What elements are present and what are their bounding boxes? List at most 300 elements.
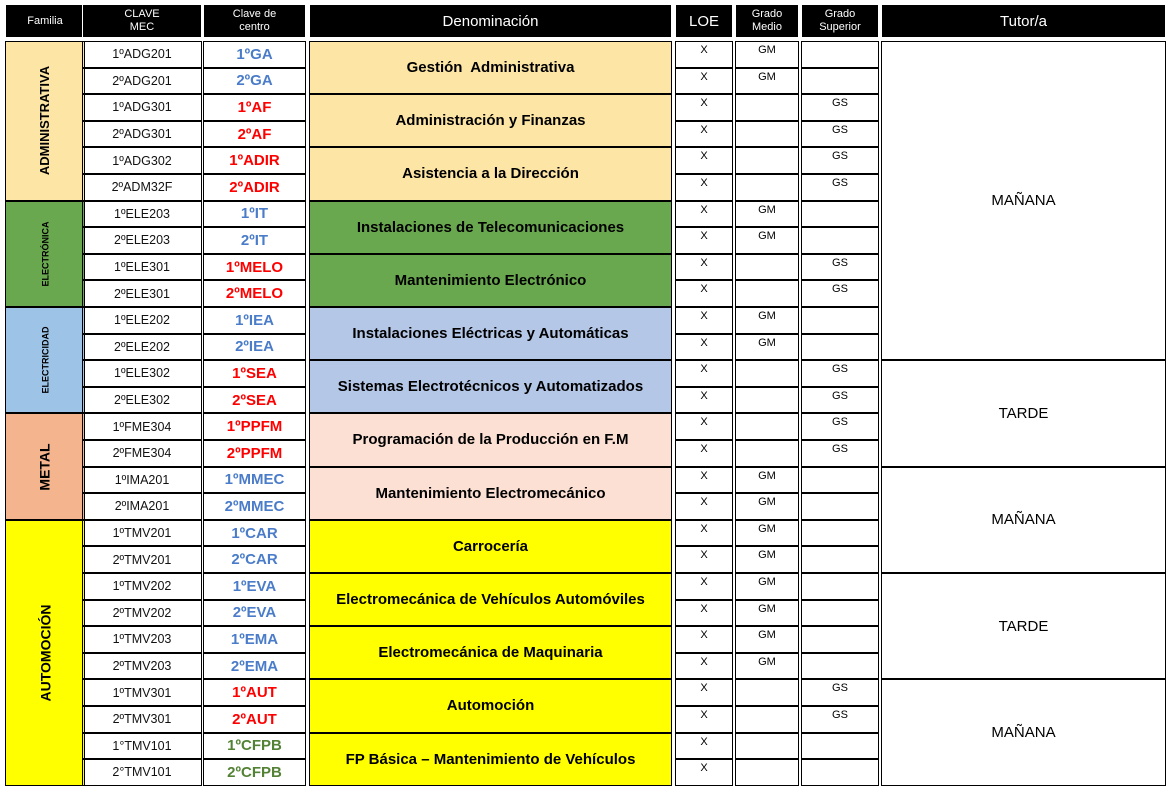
loe-cell-text: X xyxy=(700,230,708,243)
grado-superior-cell xyxy=(801,121,879,148)
loe-cell-text: X xyxy=(700,336,708,349)
family-label: AUTOMOCIÓN xyxy=(37,604,53,702)
grado-superior-cell-text: GS xyxy=(832,97,848,110)
clave-mec-cell xyxy=(82,227,202,254)
clave-centro-cell xyxy=(203,759,306,786)
grado-medio-cell xyxy=(735,147,799,174)
loe-cell-text: X xyxy=(700,389,708,402)
clave-mec-cell-text: 2ºIMA201 xyxy=(114,499,170,514)
family-cell xyxy=(5,413,85,519)
loe-cell xyxy=(675,174,733,201)
clave-centro-cell xyxy=(203,360,306,387)
clave-mec-cell xyxy=(82,360,202,387)
clave-centro-cell xyxy=(203,626,306,653)
clave-mec-cell xyxy=(82,546,202,573)
loe-cell xyxy=(675,546,733,573)
loe-cell xyxy=(675,360,733,387)
clave-centro-cell-text: 2ºIT xyxy=(240,231,269,249)
loe-cell xyxy=(675,254,733,281)
grado-superior-cell-text: GS xyxy=(832,150,848,163)
clave-mec-cell xyxy=(82,733,202,760)
loe-cell-text: X xyxy=(700,44,708,56)
grado-medio-cell-text: GM xyxy=(758,496,776,509)
clave-mec-cell xyxy=(82,307,202,334)
grado-medio-cell xyxy=(735,626,799,653)
clave-centro-cell xyxy=(203,387,306,414)
clave-mec-cell-text: 1ºTMV301 xyxy=(112,685,172,700)
denominacion-label: Programación de la Producción en F.M xyxy=(352,431,629,449)
grado-medio-cell xyxy=(735,387,799,414)
clave-mec-cell xyxy=(82,653,202,680)
grado-superior-cell xyxy=(801,201,879,228)
grado-medio-cell xyxy=(735,334,799,361)
header-clave-mec xyxy=(82,4,202,38)
grado-superior-cell xyxy=(801,546,879,573)
clave-centro-cell xyxy=(203,679,306,706)
grado-medio-cell-text: GM xyxy=(758,576,776,588)
tutor-label: MAÑANA xyxy=(991,724,1056,742)
grado-superior-cell xyxy=(801,387,879,414)
family-label: ELECTRÓNICA xyxy=(40,221,50,287)
loe-cell-text: X xyxy=(700,123,708,136)
clave-centro-cell xyxy=(203,334,306,361)
denominacion-cell xyxy=(309,573,672,626)
denominacion-cell xyxy=(309,360,672,413)
grado-medio-cell-text: GM xyxy=(758,44,776,56)
clave-mec-cell-text: 2ºADG301 xyxy=(112,127,172,142)
clave-centro-cell-text: 2ºADIR xyxy=(229,178,280,196)
clave-mec-cell xyxy=(82,201,202,228)
grado-superior-cell xyxy=(801,733,879,760)
clave-mec-cell-text: 2ºADG201 xyxy=(112,73,172,88)
denominacion-cell xyxy=(309,307,672,360)
clave-mec-cell xyxy=(82,706,202,733)
grado-superior-cell xyxy=(801,467,879,494)
clave-centro-cell xyxy=(203,546,306,573)
loe-cell xyxy=(675,227,733,254)
loe-cell-text: X xyxy=(700,310,708,322)
denominacion-cell xyxy=(309,520,672,573)
clave-centro-cell-text: 1ºIEA xyxy=(235,311,274,329)
clave-mec-cell xyxy=(82,413,202,440)
grado-medio-cell-text: GM xyxy=(758,310,776,322)
denominacion-cell xyxy=(309,147,672,200)
grado-medio-cell xyxy=(735,280,799,307)
grado-medio-cell xyxy=(735,706,799,733)
clave-mec-cell-text: 1ºFME304 xyxy=(112,419,172,434)
grado-superior-cell xyxy=(801,706,879,733)
grado-medio-cell-text: GM xyxy=(758,230,776,243)
grado-medio-cell xyxy=(735,94,799,121)
clave-centro-cell-text: 1ºEMA xyxy=(230,630,279,648)
grado-medio-cell xyxy=(735,413,799,440)
grado-superior-cell xyxy=(801,653,879,680)
clave-centro-cell-text: 1ºCAR xyxy=(231,524,278,542)
denominacion-label: Administración y Finanzas xyxy=(395,112,586,130)
denominacion-label: Instalaciones Eléctricas y Automáticas xyxy=(352,325,629,343)
grado-superior-cell xyxy=(801,600,879,627)
clave-mec-cell xyxy=(82,387,202,414)
grado-superior-cell-text: GS xyxy=(832,177,848,189)
header-loe-label: LOE xyxy=(688,12,719,30)
clave-centro-cell xyxy=(203,254,306,281)
grado-superior-cell xyxy=(801,360,879,387)
clave-centro-cell-text: 2ºPPFM xyxy=(226,444,283,462)
grado-medio-cell-text: GM xyxy=(758,629,776,642)
header-tutor-label: Tutor/a xyxy=(1000,12,1047,30)
denominacion-label: Mantenimiento Electromecánico xyxy=(375,484,606,502)
loe-cell-text: X xyxy=(700,416,708,429)
family-cell xyxy=(5,41,85,201)
clave-centro-cell xyxy=(203,653,306,680)
clave-mec-cell-text: 2ºELE301 xyxy=(114,286,170,301)
grado-superior-cell xyxy=(801,227,879,254)
grado-superior-cell-text: GS xyxy=(832,389,848,402)
clave-mec-cell-text: 2ºTMV301 xyxy=(112,712,172,727)
tutor-cell xyxy=(881,360,1166,466)
clave-centro-cell xyxy=(203,94,306,121)
clave-mec-cell xyxy=(82,68,202,95)
clave-centro-cell xyxy=(203,440,306,467)
grado-medio-cell-text: GM xyxy=(758,70,776,83)
header-denominacion-label: Denominación xyxy=(442,12,539,30)
clave-mec-cell-text: 1ºELE202 xyxy=(114,313,170,328)
clave-centro-cell-text: 1ºAF xyxy=(237,98,272,116)
denominacion-label: Automoción xyxy=(446,697,535,715)
loe-cell-text: X xyxy=(700,629,708,642)
clave-centro-cell-text: 2ºCFPB xyxy=(227,763,282,781)
tutor-label: MAÑANA xyxy=(991,511,1056,529)
clave-mec-cell xyxy=(82,520,202,547)
loe-cell xyxy=(675,706,733,733)
tutor-label: MAÑANA xyxy=(991,192,1056,210)
denominacion-label: FP Básica – Mantenimiento de Vehículos xyxy=(345,750,636,768)
grado-superior-cell-text: GS xyxy=(832,682,848,695)
clave-mec-cell xyxy=(82,147,202,174)
grado-medio-cell xyxy=(735,227,799,254)
clave-mec-cell xyxy=(82,493,202,520)
loe-cell xyxy=(675,493,733,520)
loe-cell-text: X xyxy=(700,549,708,562)
loe-cell xyxy=(675,334,733,361)
clave-mec-cell-text: 2ºELE202 xyxy=(114,339,170,354)
clave-centro-cell xyxy=(203,280,306,307)
grado-medio-cell xyxy=(735,307,799,334)
clave-centro-cell-text: 1ºPPFM xyxy=(226,418,283,436)
loe-cell-text: X xyxy=(700,522,708,535)
loe-cell-text: X xyxy=(700,735,708,748)
grado-superior-cell xyxy=(801,174,879,201)
clave-centro-cell-text: 2ºIEA xyxy=(235,338,274,356)
clave-mec-cell-text: 2ºADM32F xyxy=(111,180,173,195)
loe-cell xyxy=(675,733,733,760)
loe-cell-text: X xyxy=(700,602,708,615)
clave-mec-cell xyxy=(82,174,202,201)
denominacion-cell xyxy=(309,413,672,466)
family-label: METAL xyxy=(37,442,53,491)
clave-centro-cell xyxy=(203,600,306,627)
loe-cell xyxy=(675,41,733,68)
denominacion-label: Gestión Administrativa xyxy=(406,59,575,77)
loe-cell xyxy=(675,626,733,653)
grado-superior-cell xyxy=(801,254,879,281)
grado-medio-cell xyxy=(735,467,799,494)
grado-medio-cell-text: GM xyxy=(758,336,776,349)
loe-cell xyxy=(675,387,733,414)
tutor-cell xyxy=(881,573,1166,679)
clave-mec-cell-text: 2ºFME304 xyxy=(112,446,172,461)
loe-cell xyxy=(675,600,733,627)
denominacion-cell xyxy=(309,679,672,732)
clave-centro-cell-text: 2ºMELO xyxy=(225,285,284,303)
clave-centro-cell xyxy=(203,413,306,440)
header-clave-centro xyxy=(203,4,306,38)
header-loe xyxy=(675,4,733,38)
clave-mec-cell-text: 1ºELE203 xyxy=(114,206,170,221)
clave-centro-cell-text: 2ºAF xyxy=(237,125,272,143)
header-clave-mec-label: CLAVE MEC xyxy=(124,8,160,33)
loe-cell xyxy=(675,94,733,121)
denominacion-label: Asistencia a la Dirección xyxy=(402,165,579,183)
loe-cell-text: X xyxy=(700,70,708,83)
denominacion-label: Sistemas Electrotécnicos y Automatizados xyxy=(337,378,644,396)
clave-centro-cell xyxy=(203,307,306,334)
clave-centro-cell xyxy=(203,201,306,228)
header-grado-superior xyxy=(801,4,879,38)
clave-mec-cell-text: 2ºTMV201 xyxy=(112,552,172,567)
denominacion-cell xyxy=(309,201,672,254)
grado-superior-cell-text: GS xyxy=(832,363,848,376)
loe-cell xyxy=(675,520,733,547)
clave-centro-cell-text: 1ºMMEC xyxy=(224,471,285,489)
grado-superior-cell-text: GS xyxy=(832,123,848,136)
grado-medio-cell-text: GM xyxy=(758,469,776,482)
clave-centro-cell xyxy=(203,493,306,520)
loe-cell xyxy=(675,68,733,95)
grado-medio-cell xyxy=(735,360,799,387)
clave-mec-cell xyxy=(82,573,202,600)
loe-cell-text: X xyxy=(700,496,708,509)
clave-centro-cell xyxy=(203,520,306,547)
clave-centro-cell-text: 2ºEVA xyxy=(232,604,277,622)
header-clave-centro-label: Clave de centro xyxy=(232,8,277,33)
loe-cell xyxy=(675,573,733,600)
clave-mec-cell xyxy=(82,41,202,68)
denominacion-cell xyxy=(309,733,672,786)
header-familia-label: Familia xyxy=(27,14,63,27)
clave-mec-cell-text: 1ºADG201 xyxy=(112,47,172,62)
clave-centro-cell-text: 1ºAUT xyxy=(232,684,277,702)
clave-mec-cell xyxy=(82,440,202,467)
clave-centro-cell-text: 1ºMELO xyxy=(225,258,284,276)
grado-medio-cell xyxy=(735,759,799,786)
clave-mec-cell-text: 1ºTMV202 xyxy=(112,579,172,594)
denominacion-label: Electromecánica de Vehículos Automóviles xyxy=(336,591,645,609)
grado-medio-cell xyxy=(735,679,799,706)
loe-cell-text: X xyxy=(700,469,708,482)
clave-mec-cell xyxy=(82,679,202,706)
grado-medio-cell xyxy=(735,653,799,680)
grado-medio-cell xyxy=(735,68,799,95)
clave-mec-cell-text: 1ºIMA201 xyxy=(114,472,170,487)
clave-centro-cell xyxy=(203,41,306,68)
clave-centro-cell-text: 2ºSEA xyxy=(232,391,277,409)
grado-superior-cell-text: GS xyxy=(832,709,848,721)
header-grado-medio xyxy=(735,4,799,38)
loe-cell-text: X xyxy=(700,762,708,775)
tutor-cell xyxy=(881,467,1166,573)
tutor-cell xyxy=(881,41,1166,360)
clave-mec-cell-text: 1ºADG301 xyxy=(112,100,172,115)
grado-medio-cell-text: GM xyxy=(758,203,776,216)
grado-superior-cell-text: GS xyxy=(832,256,848,269)
header-grado-medio-label: Grado Medio xyxy=(751,8,783,33)
clave-mec-cell-text: 2ºELE203 xyxy=(114,233,170,248)
loe-cell-text: X xyxy=(700,682,708,695)
loe-cell xyxy=(675,413,733,440)
denominacion-cell xyxy=(309,467,672,520)
clave-centro-cell xyxy=(203,227,306,254)
clave-mec-cell xyxy=(82,121,202,148)
denominacion-label: Electromecánica de Maquinaria xyxy=(378,644,603,662)
clave-centro-cell xyxy=(203,733,306,760)
denominacion-cell xyxy=(309,94,672,147)
clave-mec-cell xyxy=(82,759,202,786)
grado-medio-cell xyxy=(735,493,799,520)
grado-superior-cell xyxy=(801,280,879,307)
grado-medio-cell xyxy=(735,600,799,627)
clave-centro-cell-text: 2ºMMEC xyxy=(224,497,285,515)
grado-superior-cell xyxy=(801,679,879,706)
clave-mec-cell xyxy=(82,600,202,627)
grado-medio-cell xyxy=(735,201,799,228)
clave-centro-cell-text: 1ºIT xyxy=(240,205,269,223)
family-cell xyxy=(5,201,85,307)
loe-cell xyxy=(675,307,733,334)
loe-cell-text: X xyxy=(700,363,708,376)
denominacion-label: Mantenimiento Electrónico xyxy=(394,271,587,289)
tutor-cell xyxy=(881,679,1166,785)
grado-medio-cell xyxy=(735,174,799,201)
grado-superior-cell-text: GS xyxy=(832,283,848,296)
loe-cell-text: X xyxy=(700,97,708,110)
denominacion-cell xyxy=(309,626,672,679)
grado-superior-cell xyxy=(801,440,879,467)
clave-mec-cell-text: 2ºTMV202 xyxy=(112,605,172,620)
clave-centro-cell-text: 1ºSEA xyxy=(232,364,277,382)
grado-medio-cell xyxy=(735,733,799,760)
clave-mec-cell-text: 1ºELE302 xyxy=(114,366,170,381)
clave-centro-cell-text: 2ºEMA xyxy=(230,657,279,675)
loe-cell-text: X xyxy=(700,283,708,296)
clave-mec-cell xyxy=(82,254,202,281)
header-tutor xyxy=(881,4,1166,38)
header-denominacion xyxy=(309,4,672,38)
grado-superior-cell xyxy=(801,573,879,600)
loe-cell xyxy=(675,653,733,680)
grado-superior-cell xyxy=(801,307,879,334)
grado-superior-cell xyxy=(801,41,879,68)
grado-medio-cell xyxy=(735,41,799,68)
grado-medio-cell xyxy=(735,121,799,148)
loe-cell-text: X xyxy=(700,177,708,189)
clave-mec-cell-text: 1°TMV101 xyxy=(112,738,172,753)
grado-superior-cell xyxy=(801,147,879,174)
clave-mec-cell-text: 1ºTMV203 xyxy=(112,632,172,647)
loe-cell-text: X xyxy=(700,256,708,269)
loe-cell xyxy=(675,679,733,706)
family-label: ADMINISTRATIVA xyxy=(37,66,53,176)
clave-centro-cell-text: 1ºCFPB xyxy=(227,737,282,755)
loe-cell xyxy=(675,440,733,467)
clave-centro-cell xyxy=(203,68,306,95)
loe-cell xyxy=(675,280,733,307)
grado-medio-cell-text: GM xyxy=(758,655,776,668)
loe-cell-text: X xyxy=(700,655,708,668)
tutor-label: TARDE xyxy=(998,404,1049,422)
grado-superior-cell xyxy=(801,520,879,547)
clave-centro-cell-text: 1ºADIR xyxy=(229,152,280,170)
grado-medio-cell xyxy=(735,573,799,600)
denominacion-label: Carrocería xyxy=(452,537,529,555)
header-grado-superior-label: Grado Superior xyxy=(819,8,861,33)
clave-centro-cell xyxy=(203,121,306,148)
grado-superior-cell xyxy=(801,626,879,653)
clave-mec-cell-text: 1ºTMV201 xyxy=(112,526,172,541)
clave-mec-cell xyxy=(82,626,202,653)
loe-cell xyxy=(675,467,733,494)
grado-superior-cell xyxy=(801,94,879,121)
denominacion-cell xyxy=(309,254,672,307)
clave-centro-cell-text: 1ºGA xyxy=(236,45,273,63)
loe-cell xyxy=(675,121,733,148)
family-label: ELECTRICIDAD xyxy=(40,326,50,394)
clave-centro-cell-text: 2ºCAR xyxy=(231,551,278,569)
clave-centro-cell xyxy=(203,706,306,733)
grado-medio-cell xyxy=(735,254,799,281)
grado-superior-cell xyxy=(801,334,879,361)
clave-mec-cell xyxy=(82,467,202,494)
clave-centro-cell-text: 1ºEVA xyxy=(232,577,277,595)
grado-medio-cell-text: GM xyxy=(758,549,776,562)
loe-cell-text: X xyxy=(700,709,708,721)
grado-medio-cell xyxy=(735,546,799,573)
clave-mec-cell-text: 1ºELE301 xyxy=(114,260,170,275)
grado-medio-cell xyxy=(735,520,799,547)
grado-medio-cell-text: GM xyxy=(758,522,776,535)
grado-medio-cell-text: GM xyxy=(758,602,776,615)
loe-cell-text: X xyxy=(700,576,708,588)
grado-superior-cell-text: GS xyxy=(832,416,848,429)
grado-superior-cell-text: GS xyxy=(832,443,848,455)
loe-cell xyxy=(675,201,733,228)
tutor-label: TARDE xyxy=(998,617,1049,635)
clave-mec-cell xyxy=(82,280,202,307)
clave-centro-cell-text: 2ºAUT xyxy=(232,710,277,728)
clave-mec-cell-text: 2ºELE302 xyxy=(114,393,170,408)
clave-centro-cell xyxy=(203,147,306,174)
clave-centro-cell xyxy=(203,573,306,600)
clave-centro-cell xyxy=(203,174,306,201)
clave-mec-cell xyxy=(82,94,202,121)
loe-cell xyxy=(675,759,733,786)
loe-cell-text: X xyxy=(700,150,708,163)
clave-mec-cell xyxy=(82,334,202,361)
family-cell xyxy=(5,520,85,786)
loe-cell xyxy=(675,147,733,174)
loe-cell-text: X xyxy=(700,443,708,455)
grado-superior-cell xyxy=(801,413,879,440)
